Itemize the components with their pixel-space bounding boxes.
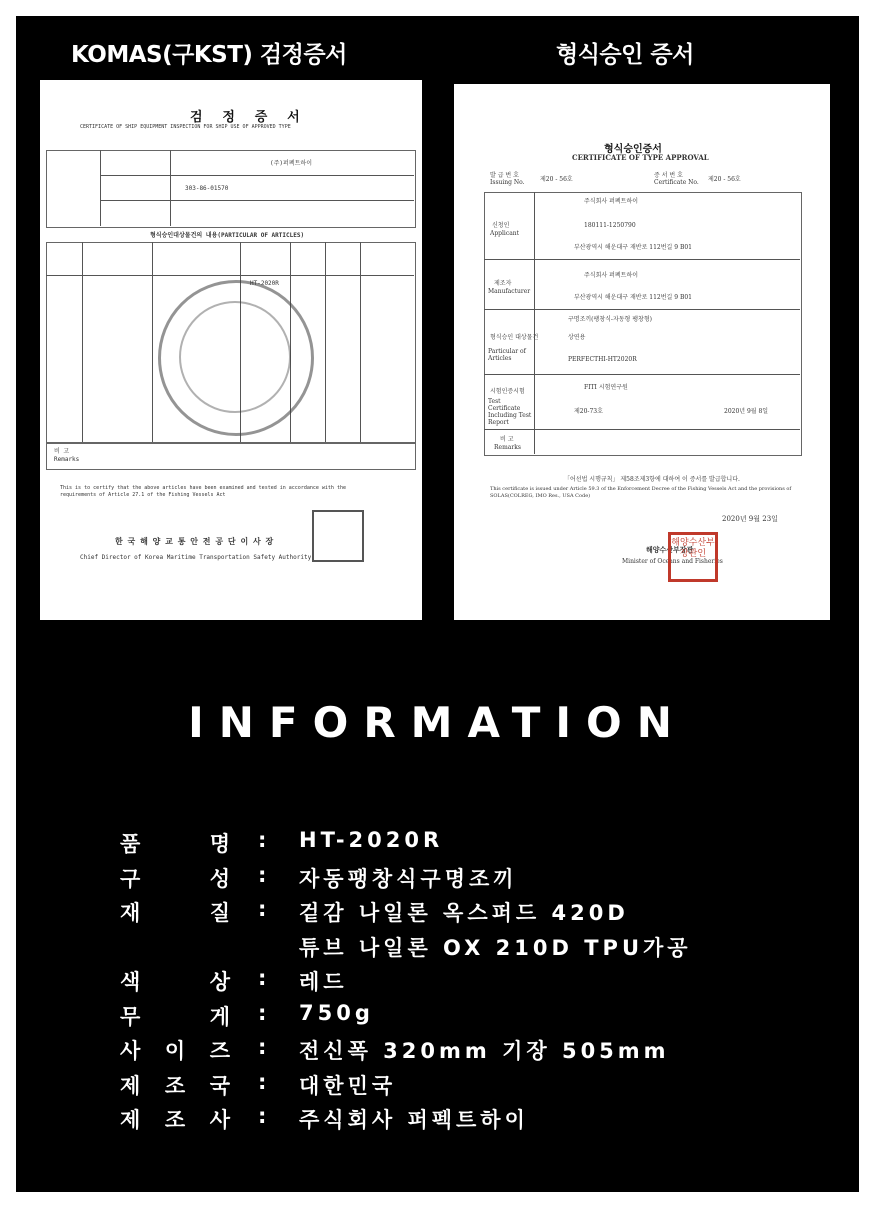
info-row — [16, 932, 859, 966]
info-row — [16, 897, 859, 931]
information-heading: INFORMATION — [188, 698, 687, 747]
info-label — [120, 966, 230, 996]
manufacturer-company: 주식회사 퍼펙트하이 — [584, 272, 639, 279]
cert-no-en: Certificate No. — [654, 179, 699, 186]
right-remarks-en: Remarks — [494, 444, 521, 451]
left-remarks-label: 비 고 — [54, 448, 70, 455]
info-colon: : — [258, 828, 267, 852]
right-issuer-en: Minister of Oceans and Fisheries — [622, 558, 723, 565]
type-approval-certificate-image — [454, 84, 830, 620]
test-lab: FITI 시험연구원 — [584, 384, 628, 391]
info-value: 레드 — [299, 970, 348, 994]
type-approval-title: 형식승인 증서 — [556, 42, 694, 68]
info-colon: : — [258, 1035, 267, 1059]
right-cert-title: 형식승인증서 — [604, 144, 662, 155]
manufacturer-label: 제조자 — [494, 280, 512, 287]
info-label-char: 조 — [164, 1073, 186, 1098]
test-cert-no: 제20-73호 — [574, 408, 603, 415]
birth-registration: 180111-1250790 — [584, 222, 636, 229]
info-label-char: 국 — [209, 1073, 230, 1098]
articles-en: Particular of Articles — [488, 348, 526, 362]
article-size: 상연용 — [568, 334, 586, 341]
issuing-no: 제20 - 56호 — [540, 176, 573, 183]
info-value: 전신폭 320mm 기장 505mm — [299, 1039, 670, 1063]
info-value: 겉감 나일론 옥스퍼드 420D — [299, 901, 629, 925]
info-label-char: 성 — [209, 866, 230, 891]
info-label-char: 명 — [209, 832, 230, 856]
issuing-no-label: 발 급 번 호 — [490, 172, 519, 179]
left-cert-title: 검 정 증 서 — [190, 110, 306, 125]
info-label-char: 게 — [209, 1004, 230, 1029]
left-official-stamp — [312, 510, 364, 562]
info-label — [120, 828, 230, 858]
info-value: 튜브 나일론 OX 210D TPU가공 — [299, 935, 692, 960]
info-value: 자동팽창식구명조끼 — [299, 866, 518, 891]
info-label-char: 즈 — [209, 1039, 230, 1063]
info-label — [120, 1001, 230, 1031]
left-issuer-en: Chief Director of Korea Maritime Transportation Safety Authority — [80, 554, 312, 561]
info-label — [120, 897, 230, 927]
left-cert-subtitle: CERTIFICATE OF SHIP EQUIPMENT INSPECTION FOR SHIP USE OF APPROVED TYPE — [80, 124, 291, 130]
article-type: PERFECTHI-HT2020R — [568, 356, 637, 363]
info-row — [16, 1035, 859, 1069]
info-label-char: 구 — [120, 866, 141, 891]
inspection-certificate-image — [40, 80, 422, 620]
info-colon: : — [258, 1000, 267, 1025]
particulars-heading: 형식승인대상물건의 내용(PARTICULAR OF ARTICLES) — [150, 232, 305, 239]
info-label-char: 제 — [120, 1073, 141, 1098]
remarks-box — [46, 442, 416, 470]
komas-certificate-title: KOMAS(구KST) 검정증서 — [71, 42, 347, 68]
info-label — [120, 1104, 230, 1134]
info-label-char: 이 — [164, 1039, 186, 1063]
right-statement-kr: 「어선법 시행규칙」 제58조제3항에 대하여 이 증서를 발급합니다. — [564, 476, 740, 483]
cert-no-label: 증 서 번 호 — [654, 172, 683, 179]
info-colon: : — [258, 862, 267, 887]
info-label — [120, 1070, 230, 1100]
left-registration: 303-86-01570 — [185, 185, 229, 192]
info-label-char: 제 — [120, 1108, 141, 1132]
info-label-char: 상 — [209, 970, 230, 994]
info-colon: : — [258, 897, 267, 921]
test-en: Test Certificate Including Test Report — [488, 398, 532, 426]
right-cert-subtitle: CERTIFICATE OF TYPE APPROVAL — [572, 153, 709, 162]
manufacturer-en: Manufacturer — [488, 288, 531, 295]
info-colon: : — [258, 1069, 267, 1094]
info-row — [16, 1104, 859, 1138]
info-label-char: 재 — [120, 901, 141, 925]
info-label-char: 무 — [120, 1004, 141, 1029]
info-row — [16, 966, 859, 1000]
right-cert-date: 2020년 9월 23일 — [722, 515, 778, 523]
left-remarks-en: Remarks — [54, 456, 80, 463]
info-value: HT-2020R — [299, 828, 444, 852]
applicant-box — [46, 150, 416, 228]
left-company-name: (주)퍼펙트하이 — [270, 160, 313, 167]
info-row — [16, 1001, 859, 1035]
info-colon: : — [258, 1104, 267, 1128]
applicant-address: 부산광역시 해운대구 재반로 112번길 9 B01 — [574, 244, 692, 251]
left-issuer-kr: 한 국 해 양 교 통 안 전 공 단 이 사 장 — [115, 537, 274, 546]
info-label-char: 질 — [209, 901, 230, 925]
right-remarks-label: 비 고 — [500, 436, 514, 443]
left-model: HT-2020R — [250, 280, 279, 287]
ministry-red-stamp: 해양수산부장관인 — [668, 532, 718, 582]
info-row — [16, 1070, 859, 1104]
info-colon: : — [258, 966, 267, 990]
info-label — [120, 1035, 230, 1065]
info-label — [120, 863, 230, 893]
page-background — [16, 16, 859, 1192]
right-statement-en: This certificate is issued under Article 59.3 of the Enforcement Decree of the Fishing Vessels Act and the provisions of SOLAS(COLREG, IMO Res., USA Code) — [490, 486, 792, 499]
test-label: 시험인증시험 — [490, 388, 525, 395]
safety-authority-seal — [158, 280, 314, 436]
applicant-company: 주식회사 퍼펙트하이 — [584, 198, 639, 205]
info-label-char: 조 — [164, 1108, 186, 1132]
info-value: 대한민국 — [299, 1073, 397, 1098]
issuing-no-en: Issuing No. — [490, 179, 525, 186]
info-label-char: 품 — [120, 832, 141, 856]
manufacturer-address: 부산광역시 해운대구 재반로 112번길 9 B01 — [574, 294, 692, 301]
right-issuer-kr: 해양수산부장관 — [646, 545, 694, 554]
info-value: 주식회사 퍼펙트하이 — [299, 1108, 529, 1132]
info-row — [16, 828, 859, 862]
info-label-char: 사 — [120, 1039, 141, 1063]
cert-no: 제20 - 56호 — [708, 176, 741, 183]
info-label-char: 사 — [209, 1108, 230, 1132]
info-label-char: 색 — [120, 970, 141, 994]
applicant-en: Applicant — [490, 230, 520, 237]
applicant-label: 신청인 — [492, 222, 510, 229]
info-row — [16, 863, 859, 897]
articles-label: 형식승인 대상물건 — [490, 334, 539, 341]
article-name: 구명조끼(팽창식-자동형 팽창형) — [568, 316, 652, 323]
left-statement: This is to certify that the above articles have been examined and tested in accordance with the requirements of Article 27.1 of the Fishing Vessels Act — [60, 485, 346, 498]
date-of-issue: 2020년 9월 8일 — [724, 408, 769, 415]
info-value: 750g — [299, 1000, 374, 1025]
